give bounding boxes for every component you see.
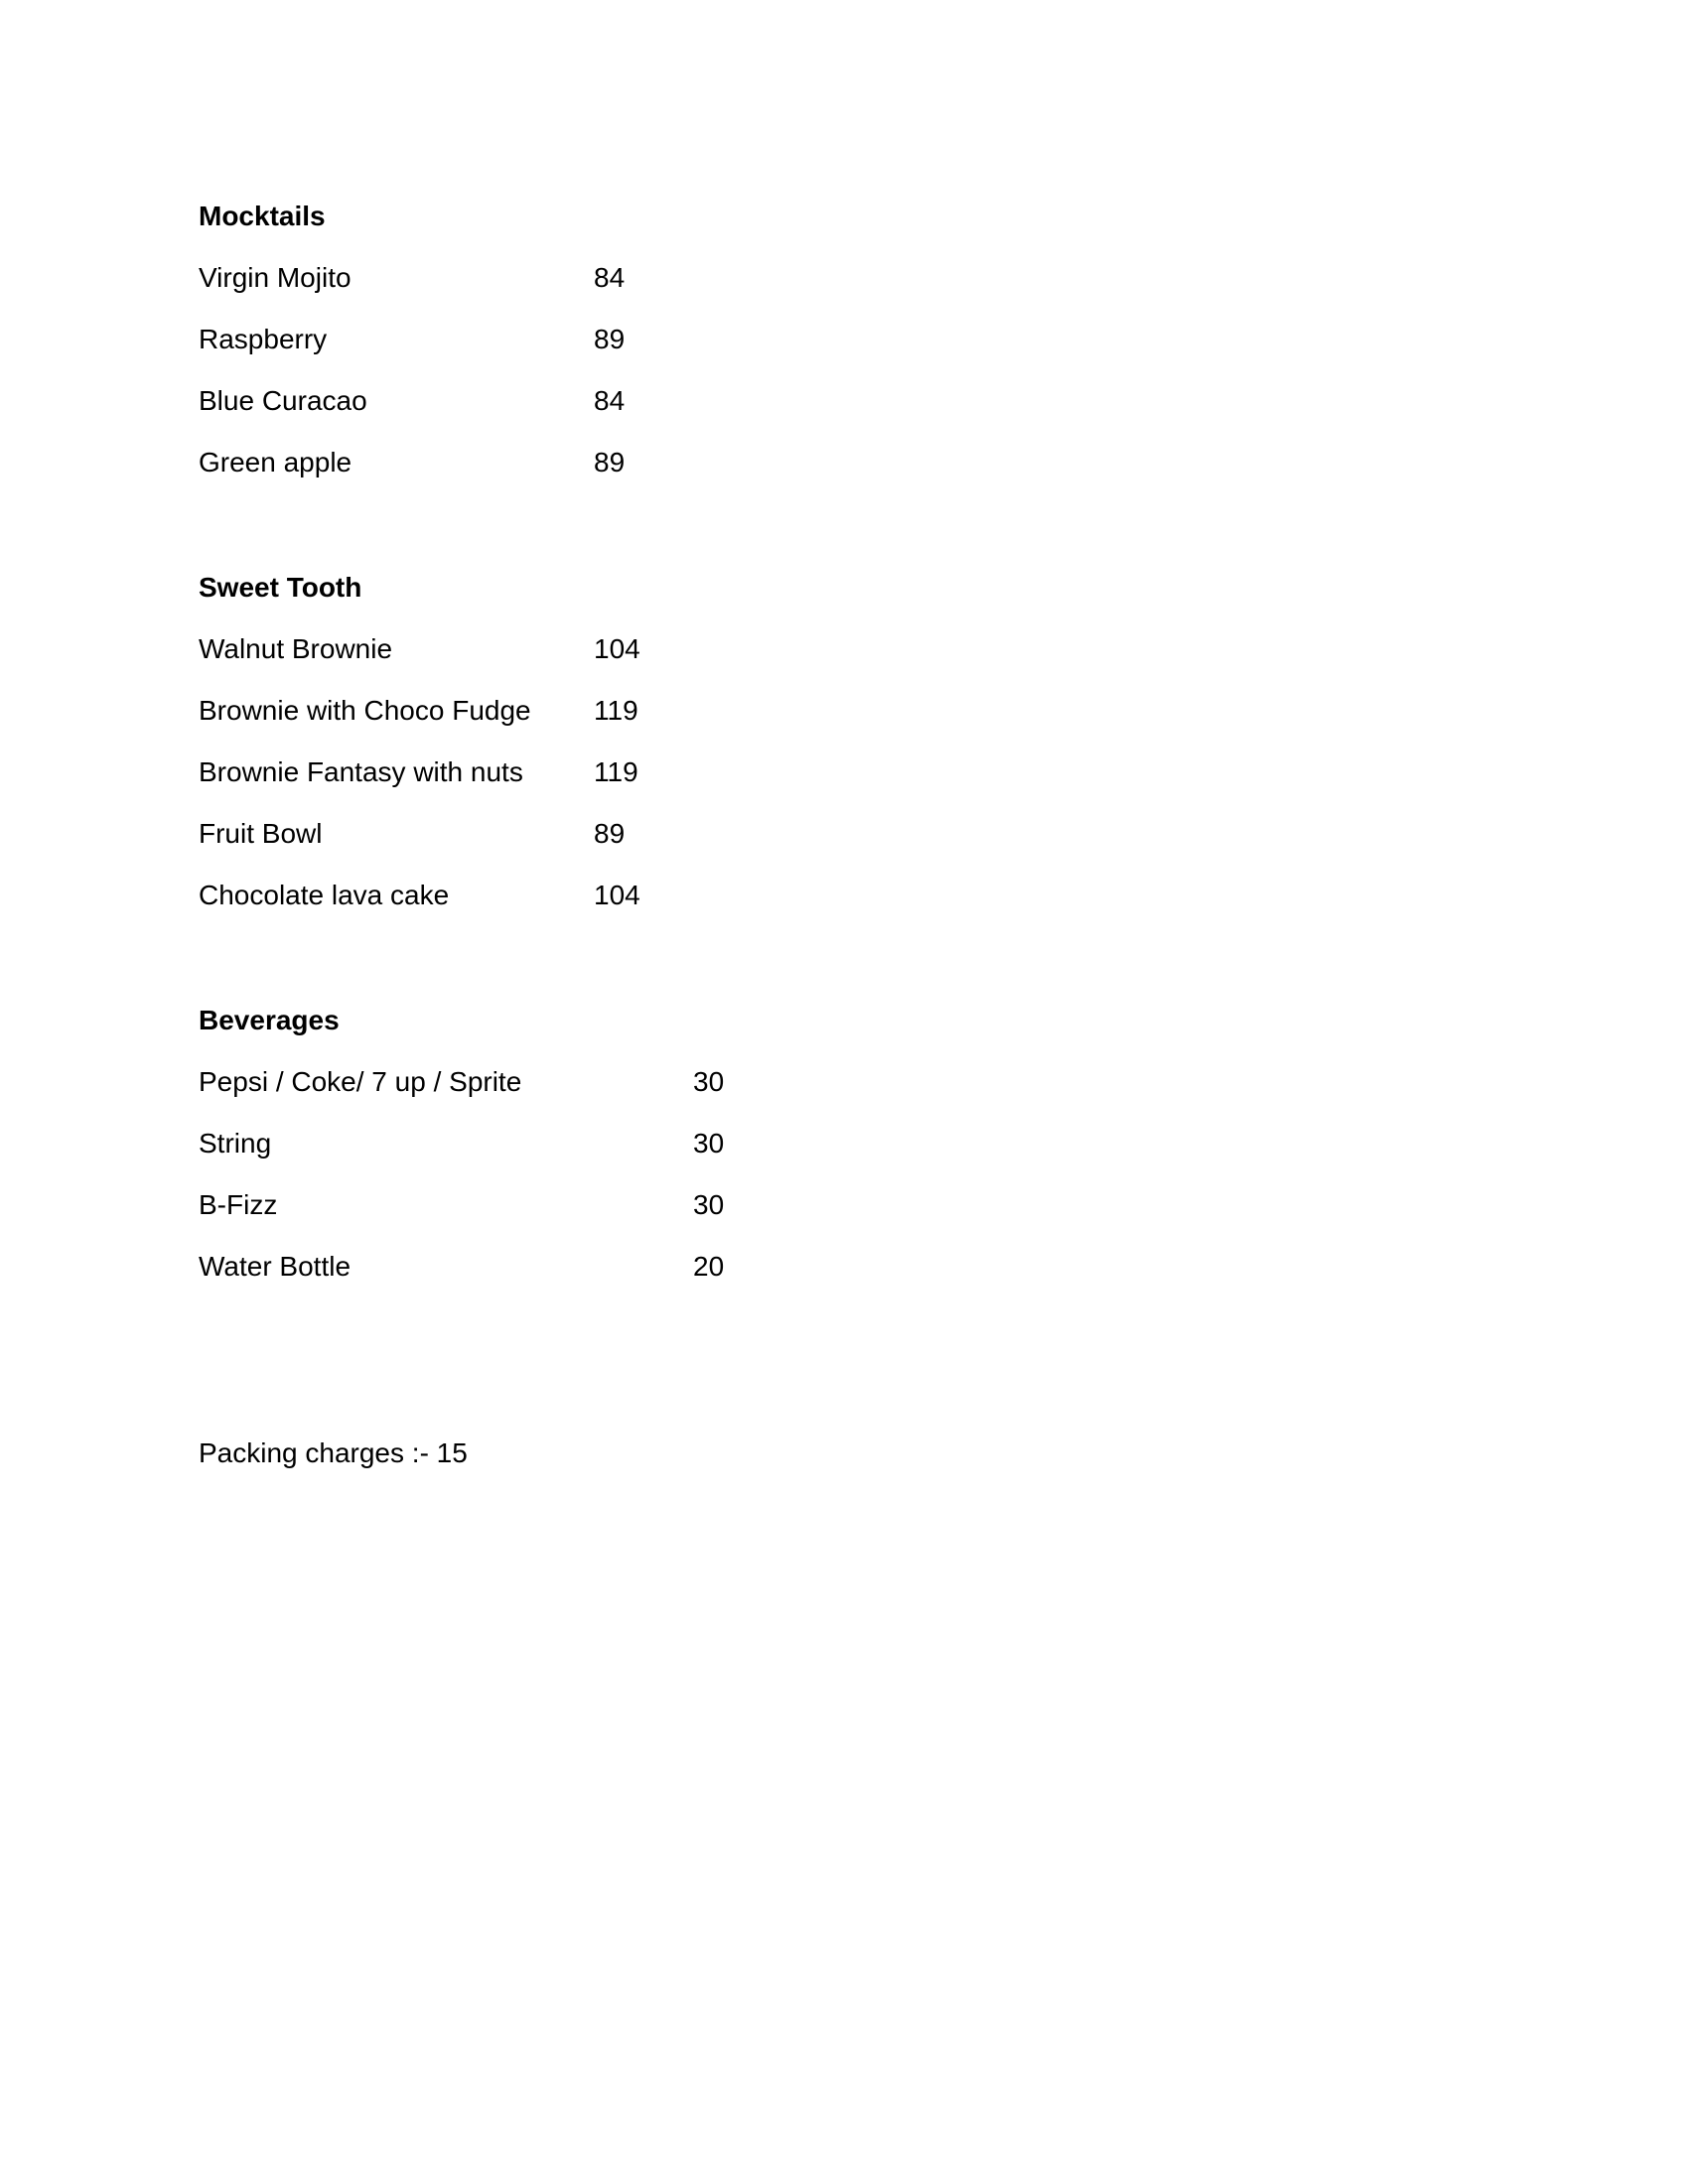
item-price: 84 xyxy=(594,262,626,293)
section-mocktails xyxy=(199,197,626,504)
item-name: Blue Curacao xyxy=(199,385,367,416)
menu-item xyxy=(199,443,626,504)
section-heading: Mocktails xyxy=(199,201,326,231)
item-name: Raspberry xyxy=(199,324,328,354)
item-name: Pepsi / Coke/ 7 up / Sprite xyxy=(199,1066,522,1097)
item-price: 119 xyxy=(594,695,638,726)
menu-item xyxy=(199,1062,725,1124)
menu-item xyxy=(199,258,626,320)
item-name: Brownie with Choco Fudge xyxy=(199,695,531,726)
menu-item xyxy=(199,752,638,814)
item-name: B-Fizz xyxy=(199,1189,278,1220)
item-name: Green apple xyxy=(199,447,352,478)
item-name: Virgin Mojito xyxy=(199,262,352,293)
item-name: Walnut Brownie xyxy=(199,633,393,664)
section-heading: Beverages xyxy=(199,1005,340,1035)
item-name: Fruit Bowl xyxy=(199,818,323,849)
item-price: 30 xyxy=(693,1128,725,1159)
item-price: 104 xyxy=(594,633,640,664)
item-price: 104 xyxy=(594,880,640,910)
menu-item xyxy=(199,691,638,752)
item-price: 119 xyxy=(594,756,638,787)
item-name: Water Bottle xyxy=(199,1251,352,1282)
menu-item xyxy=(199,381,626,443)
item-price: 20 xyxy=(693,1251,725,1282)
menu-item xyxy=(199,629,640,691)
section-sweet-tooth xyxy=(199,568,640,937)
item-price: 89 xyxy=(594,324,626,354)
menu-item xyxy=(199,1247,725,1308)
item-price: 30 xyxy=(693,1066,725,1097)
menu-item xyxy=(199,876,640,937)
section-beverages xyxy=(199,1001,725,1308)
item-price: 84 xyxy=(594,385,626,416)
packing-charges-note: Packing charges :- 15 xyxy=(199,1437,468,1468)
item-name: Brownie Fantasy with nuts xyxy=(199,756,523,787)
item-name: String xyxy=(199,1128,272,1159)
menu-item xyxy=(199,320,626,381)
item-price: 89 xyxy=(594,447,626,478)
item-price: 89 xyxy=(594,818,626,849)
item-name: Chocolate lava cake xyxy=(199,880,450,910)
section-heading: Sweet Tooth xyxy=(199,572,362,603)
menu-item xyxy=(199,814,626,876)
menu-item xyxy=(199,1124,725,1185)
menu-item xyxy=(199,1185,725,1247)
item-price: 30 xyxy=(693,1189,725,1220)
